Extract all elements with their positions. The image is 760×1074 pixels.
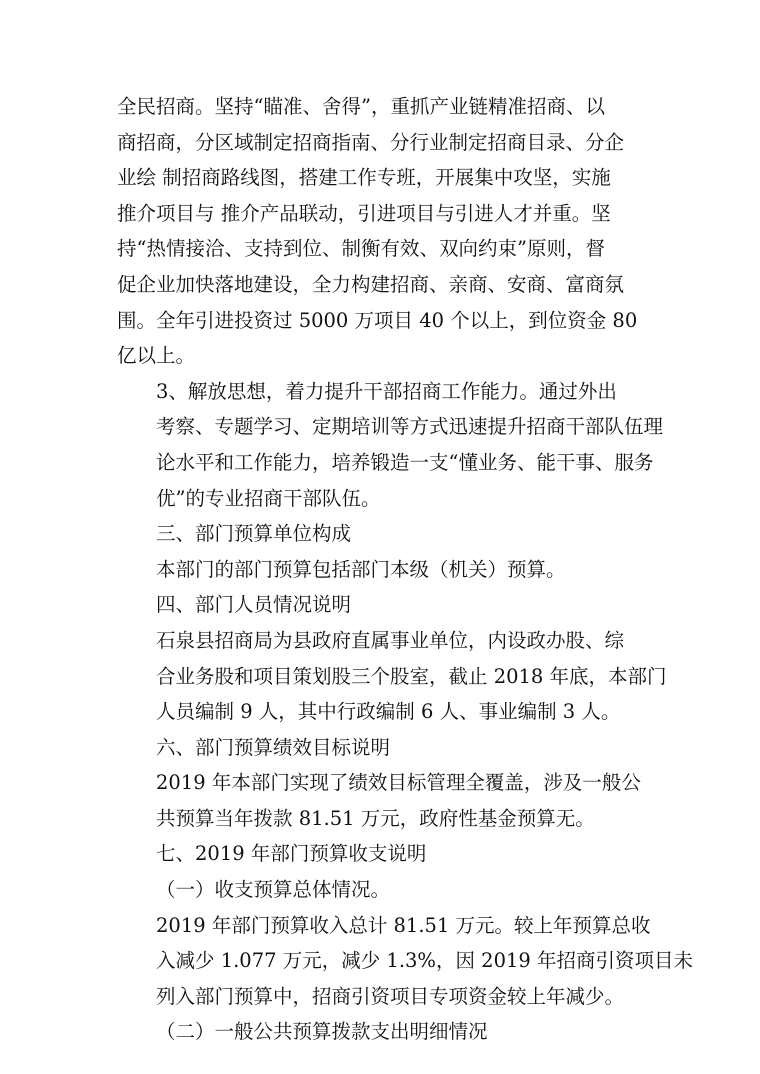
text-line: 推介项目与 推介产品联动，引进项目与引进人才并重。坚 (117, 201, 611, 225)
text-line: 考察、专题学习、定期培训等方式迅速提升招商干部队伍理 (156, 415, 664, 439)
text-line: 四、部门人员情况说明 (156, 593, 352, 617)
text-line: 共预算当年拨款 81.51 万元，政府性基金预算无。 (156, 806, 595, 830)
text-line: 持“热情接洽、支持到位、制衡有效、双向约束”原则，督 (117, 237, 605, 261)
text-line: 2019 年部门预算收入总计 81.51 万元。较上年预算总收 (156, 913, 651, 937)
paragraph (117, 623, 667, 730)
paragraph (117, 552, 649, 588)
text-line: 2019 年本部门实现了绩效目标管理全覆盖，涉及一般公 (156, 771, 641, 795)
text-line: 全民招商。坚持“瞄准、舍得”，重抓产业链精准招商、以 (117, 95, 605, 118)
text-line: 本部门的部门预算包括部门本级（机关）预算。 (156, 557, 566, 581)
text-line: 论水平和工作能力，培养锻造一支“懂业务、能干事、服务 (156, 450, 654, 474)
document-body (117, 89, 693, 1050)
paragraph (117, 587, 649, 623)
text-line: （二）一般公共预算拨款支出明细情况 (156, 1020, 488, 1044)
text-line: 石泉县招商局为县政府直属事业单位，内设政办股、综 (156, 628, 625, 652)
text-line: 促企业加快落地建设，全力构建招商、亲商、安商、富商氛 (117, 272, 625, 296)
text-line: 三、部门预算单位构成 (156, 522, 352, 546)
paragraph (117, 1014, 649, 1050)
text-line: 围。全年引进投资过 5000 万项目 40 个以上，到位资金 80 (117, 308, 638, 332)
text-line: 合业务股和项目策划股三个股室，截止 2018 年底，本部门 (156, 664, 667, 688)
text-line: 优”的专业招商干部队伍。 (156, 486, 381, 510)
text-line: 列入部门预算中，招商引资项目专项资金较上年减少。 (156, 984, 625, 1008)
text-line: 入减少 1.077 万元，减少 1.3%，因 2019 年招商引资项目未 (156, 949, 693, 973)
paragraph (117, 89, 649, 374)
paragraph (117, 730, 649, 766)
text-line: 六、部门预算绩效目标说明 (156, 735, 391, 759)
paragraph (117, 908, 693, 1015)
text-line: 3、解放思想，着力提升干部招商工作能力。通过外出 (156, 379, 617, 403)
paragraph (117, 872, 649, 908)
paragraph (117, 765, 649, 836)
text-line: （一）收支预算总体情况。 (156, 878, 391, 902)
text-line: 人员编制 9 人，其中行政编制 6 人、事业编制 3 人。 (156, 700, 621, 724)
text-line: 业绘 制招商路线图，搭建工作专班，开展集中攻坚，实施 (117, 166, 611, 190)
text-line: 亿以上。 (117, 344, 196, 368)
text-line: 七、2019 年部门预算收支说明 (156, 842, 427, 866)
paragraph (117, 836, 649, 872)
paragraph (117, 516, 649, 552)
paragraph (117, 374, 664, 516)
text-line: 商招商，分区域制定招商指南、分行业制定招商目录、分企 (117, 130, 625, 154)
